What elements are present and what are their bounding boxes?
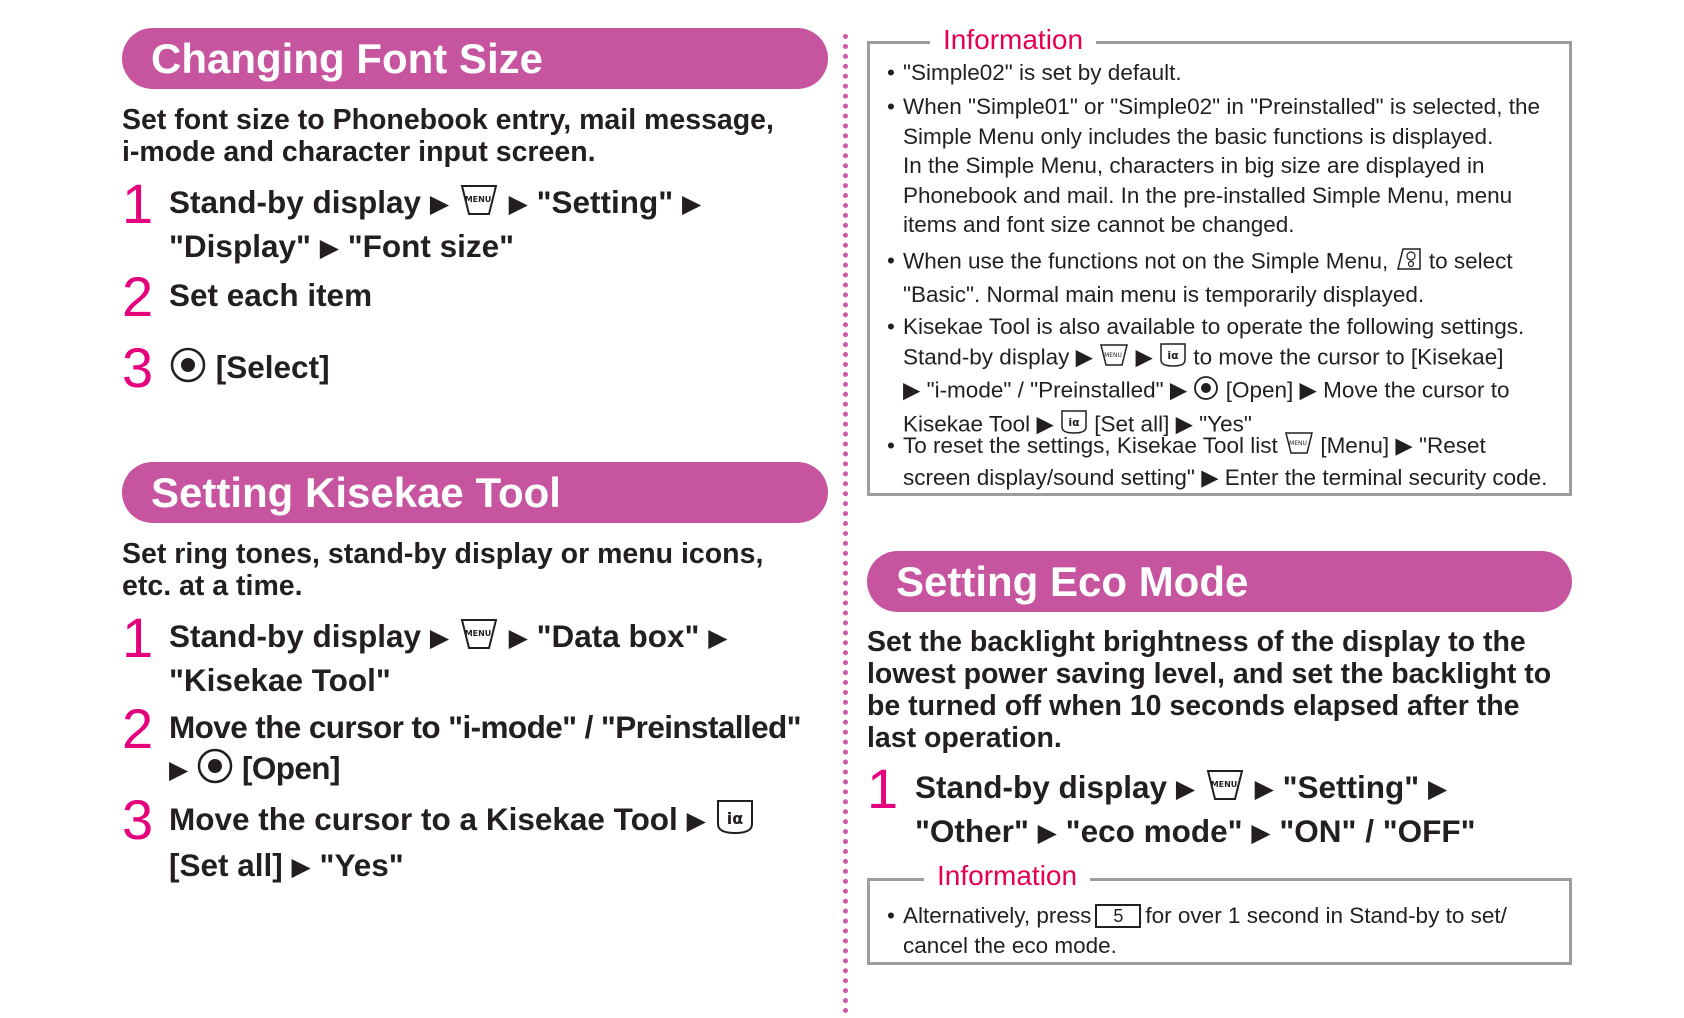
step-text: [Select] (169, 346, 330, 393)
arrow-icon: ▶ (508, 624, 528, 652)
section-banner-kisekae (122, 462, 828, 523)
menu-key-icon (458, 183, 500, 226)
step-number: 1 (122, 172, 154, 235)
svg-text:MENU: MENU (464, 195, 492, 205)
svg-text:iα: iα (726, 809, 743, 828)
step-number: 1 (867, 757, 899, 820)
section-banner-eco (867, 551, 1572, 612)
key-5-icon: 5 (1095, 904, 1141, 928)
intro-line: Set the backlight brightness of the display to the (867, 626, 1526, 658)
section-intro (867, 626, 1551, 754)
information-title: Information (924, 860, 1090, 892)
step-number: 1 (122, 606, 154, 669)
step-text: Move the cursor to a Kisekae Tool ▶ iα [Set all] ▶ "Yes" (169, 798, 755, 887)
section-intro (122, 538, 763, 602)
imode-key-icon (715, 798, 755, 845)
step-number: 3 (122, 336, 154, 399)
arrow-icon: ▶ (1395, 433, 1413, 458)
svg-text:iα: iα (1167, 348, 1179, 362)
arrow-icon: ▶ (1254, 775, 1274, 803)
step-text: Move the cursor to "i-mode" / "Preinstalled" ▶ [Open] (169, 707, 801, 794)
svg-text:MENU: MENU (1289, 440, 1307, 448)
arrow-icon: ▶ (1169, 377, 1188, 403)
arrow-icon: ▶ (1075, 344, 1093, 370)
column-divider (843, 34, 848, 1014)
step-text: Set each item (169, 277, 373, 313)
arrow-icon: ▶ (1201, 464, 1219, 490)
step-text: Stand-by display ▶ MENU ▶ "Setting" ▶ "Other" ▶ "eco mode" ▶ "ON" / "OFF" (915, 767, 1476, 853)
arrow-icon: ▶ (291, 853, 311, 881)
step-number: 3 (122, 788, 154, 851)
center-select-key-icon (169, 346, 207, 393)
step-number: 2 (122, 697, 154, 760)
search-key-icon (1395, 246, 1423, 280)
menu-key-icon (1204, 768, 1246, 811)
arrow-icon: ▶ (319, 234, 339, 263)
arrow-icon: ▶ (429, 190, 450, 218)
menu-key-icon (458, 617, 500, 660)
step-text: Stand-by display ▶ MENU ▶ "Setting" ▶ "Display" ▶ "Font size" (169, 182, 701, 268)
svg-text:MENU: MENU (1104, 351, 1123, 359)
center-select-key-icon (196, 747, 234, 794)
section-banner-font-size (122, 28, 828, 89)
intro-line: etc. at a time. (122, 570, 303, 602)
arrow-icon: ▶ (1037, 819, 1057, 848)
arrow-icon: ▶ (508, 190, 528, 218)
arrow-icon: ▶ (1135, 344, 1153, 370)
svg-text:MENU: MENU (464, 629, 492, 639)
menu-key-icon (1284, 431, 1314, 463)
arrow-icon: ▶ (1427, 775, 1448, 803)
svg-text:MENU: MENU (1210, 780, 1238, 790)
arrow-icon: ▶ (1299, 377, 1317, 403)
arrow-icon: ▶ (1175, 775, 1196, 803)
section-intro (122, 104, 774, 168)
arrow-icon: ▶ (686, 806, 706, 835)
information-title: Information (930, 24, 1096, 56)
center-select-key-icon (1193, 375, 1219, 409)
imode-key-icon (1159, 342, 1187, 376)
intro-line: Set font size to Phonebook entry, mail message, (122, 104, 774, 136)
arrow-icon: ▶ (708, 624, 728, 652)
step-number: 2 (122, 265, 154, 328)
arrow-icon: ▶ (681, 190, 702, 218)
intro-line: lowest power saving level, and set the backlight to (867, 658, 1552, 690)
arrow-icon: ▶ (1251, 819, 1271, 848)
section-title: Setting Kisekae Tool (151, 469, 561, 516)
arrow-icon: ▶ (903, 377, 921, 403)
svg-text:iα: iα (1068, 415, 1080, 429)
intro-line: be turned off when 10 seconds elapsed after the (867, 690, 1520, 722)
intro-line: i-mode and character input screen. (122, 136, 596, 168)
arrow-icon: ▶ (429, 624, 450, 652)
arrow-icon: ▶ (1036, 411, 1054, 437)
arrow-icon: ▶ (1175, 411, 1193, 437)
intro-line: Set ring tones, stand-by display or menu icons, (122, 538, 764, 570)
arrow-icon: ▶ (169, 755, 188, 784)
section-title: Changing Font Size (151, 35, 543, 82)
menu-key-icon (1099, 343, 1129, 375)
intro-line: last operation. (867, 722, 1062, 754)
step-text: Stand-by display ▶ MENU ▶ "Data box" ▶ "Kisekae Tool" (169, 618, 728, 699)
section-title: Setting Eco Mode (896, 558, 1249, 605)
